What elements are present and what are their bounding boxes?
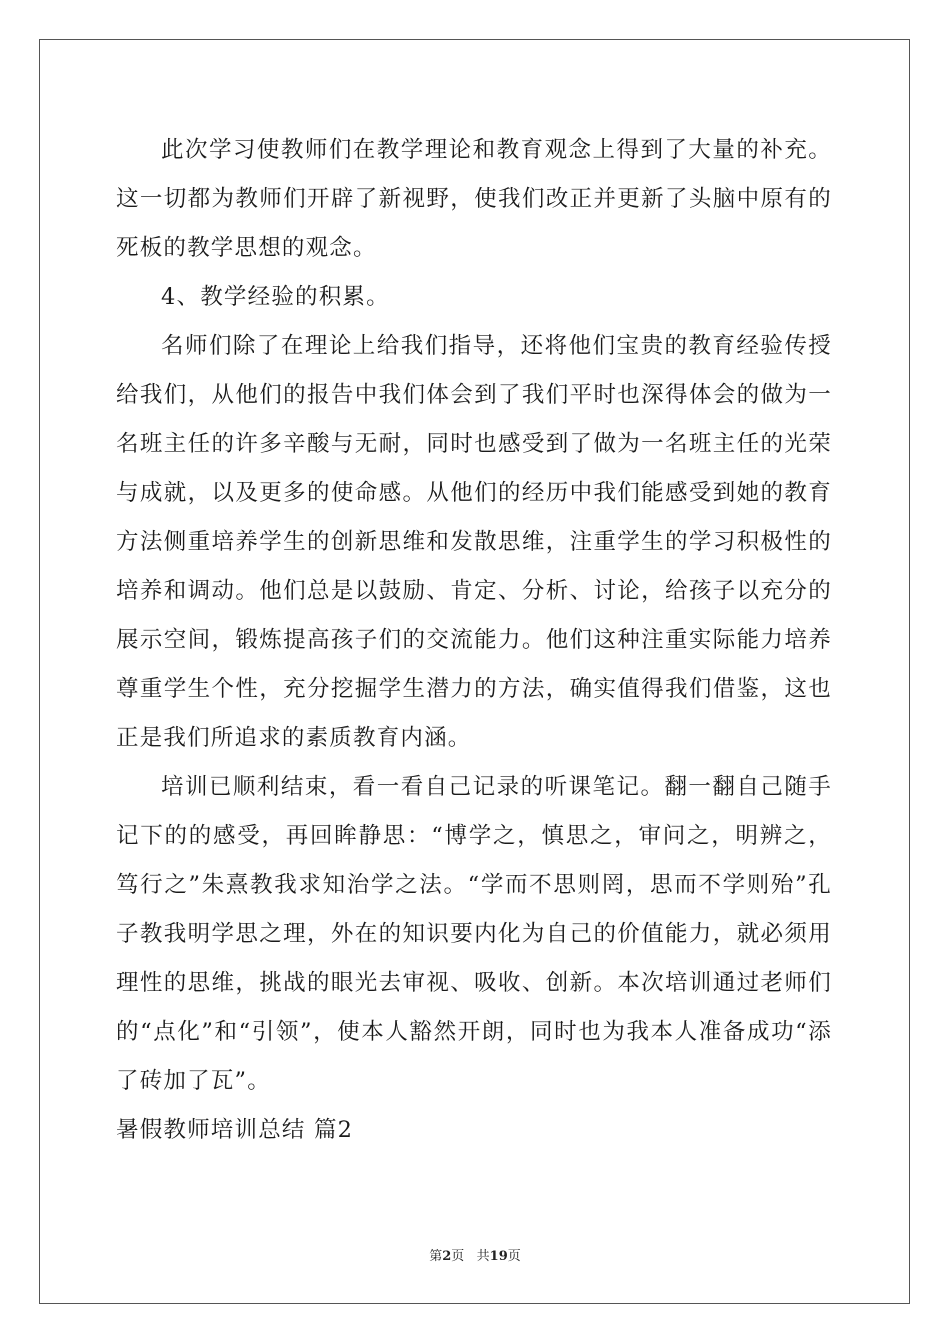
paragraph-1: 此次学习使教师们在教学理论和教育观念上得到了大量的补充。这一切都为教师们开辟了新视野，使我们改正并更新了头脑中原有的死板的教学思想的观念。 (116, 137, 832, 261)
section-heading: 暑假教师培训总结 篇2 (116, 1117, 354, 1143)
paragraph-4: 培训已顺利结束，看一看自己记录的听课笔记。翻一翻自己随手记下的的感受，再回眸静思：“博学之，慎思之，审问之，明辨之，笃行之”朱熹教我求知治学之法。“学而不思则罔，思而不学则殆”孔子教我明学思之理，外在的知识要内化为自己的价值能力，就必须用理性的思维，挑战的眼光去审视、吸收、创新。本次培训通过老师们的“点化”和“引领”，使本人豁然开朗，同时也为我本人准备成功“添了砖加了瓦”。 (116, 774, 832, 1094)
document-body (116, 126, 832, 1155)
paragraph-2-subheading: 4、教学经验的积累。 (161, 284, 390, 310)
footer-middle: 页 共 (451, 1249, 490, 1264)
footer-page-number: 2 (442, 1249, 452, 1264)
page-footer (0, 1248, 950, 1266)
footer-total-pages: 19 (489, 1249, 508, 1264)
footer-prefix: 第 (429, 1249, 443, 1264)
paragraph-3: 名师们除了在理论上给我们指导，还将他们宝贵的教育经验传授给我们，从他们的报告中我们体会到了我们平时也深得体会的做为一名班主任的许多辛酸与无耐，同时也感受到了做为一名班主任的光荣与成就，以及更多的使命感。从他们的经历中我们能感受到她的教育方法侧重培养学生的创新思维和发散思维，注重学生的学习积极性的培养和调动。他们总是以鼓励、肯定、分析、讨论，给孩子以充分的展示空间，锻炼提高孩子们的交流能力。他们这种注重实际能力培养尊重学生个性，充分挖掘学生潜力的方法，确实值得我们借鉴，这也正是我们所追求的素质教育内涵。 (116, 333, 832, 751)
footer-suffix: 页 (507, 1249, 521, 1264)
